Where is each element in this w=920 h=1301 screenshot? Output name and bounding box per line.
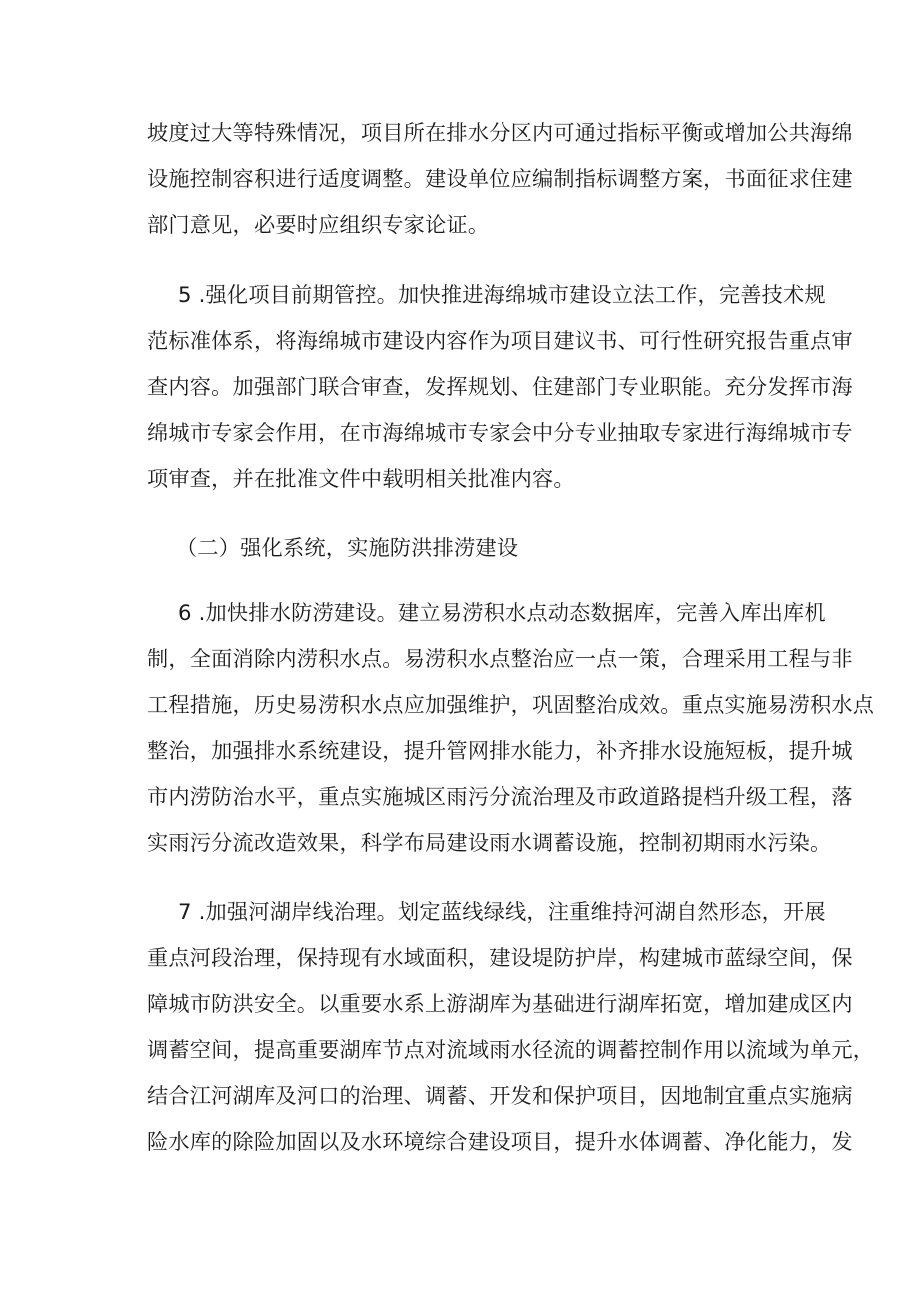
paragraph-1-line-1: 坡度过大等特殊情况，项目所在排水分区内可通过指标平衡或增加公共海绵 xyxy=(147,120,853,145)
paragraph-4-line-4: 调蓄空间，提高重要湖库节点对流域雨水径流的调蓄控制作用以流域为单元， xyxy=(147,1037,875,1062)
paragraph-2-line-4: 绵城市专家会作用，在市海绵城市专家会中分专业抽取专家进行海绵城市专 xyxy=(147,420,853,445)
paragraph-1-line-3: 部门意见，必要时应组织专家论证。 xyxy=(147,212,490,237)
paragraph-2-line-3: 查内容。加强部门联合审查，发挥规划、住建部门专业职能。充分发挥市海 xyxy=(147,374,853,399)
paragraph-2-line-1: 5 .强化项目前期管控。加快推进海绵城市建设立法工作，完善技术规 xyxy=(178,282,826,307)
paragraph-3-line-5: 市内涝防治水平，重点实施城区雨污分流治理及市政道路提档升级工程，落 xyxy=(147,784,853,809)
paragraph-4-line-2: 重点河段治理，保持现有水域面积，建设堤防护岸，构建城市蓝绿空间，保 xyxy=(147,945,853,970)
section-heading: （二）强化系统，实施防洪排涝建设 xyxy=(176,535,519,560)
paragraph-2-line-5: 项审查，并在批准文件中载明相关批准内容。 xyxy=(147,466,575,491)
paragraph-2-line-2: 范标准体系，将海绵城市建设内容作为项目建议书、可行性研究报告重点审 xyxy=(147,328,853,353)
paragraph-3-line-4: 整治，加强排水系统建设，提升管网排水能力，补齐排水设施短板，提升城 xyxy=(147,738,853,763)
paragraph-1-line-2: 设施控制容积进行适度调整。建设单位应编制指标调整方案，书面征求住建 xyxy=(147,166,853,191)
paragraph-3-line-1: 6 .加快排水防涝建设。建立易涝积水点动态数据库，完善入库出库机 xyxy=(178,600,826,625)
paragraph-3-line-2: 制，全面消除内涝积水点。易涝积水点整治应一点一策，合理采用工程与非 xyxy=(147,646,853,671)
paragraph-4-line-3: 障城市防洪安全。以重要水系上游湖库为基础进行湖库拓宽，增加建成区内 xyxy=(147,991,853,1016)
paragraph-3-line-6: 实雨污分流改造效果，科学布局建设雨水调蓄设施，控制初期雨水污染。 xyxy=(147,830,832,855)
paragraph-4-line-1: 7 .加强河湖岸线治理。划定蓝线绿线，注重维持河湖自然形态，开展 xyxy=(178,899,826,924)
paragraph-4-line-5: 结合江河湖库及河口的治理、调蓄、开发和保护项目，因地制宜重点实施病 xyxy=(147,1083,853,1108)
paragraph-4-line-6: 险水库的除险加固以及水环境综合建设项目，提升水体调蓄、净化能力，发 xyxy=(147,1129,853,1154)
paragraph-3-line-3: 工程措施，历史易涝积水点应加强维护，巩固整治成效。重点实施易涝积水点 xyxy=(147,692,875,717)
